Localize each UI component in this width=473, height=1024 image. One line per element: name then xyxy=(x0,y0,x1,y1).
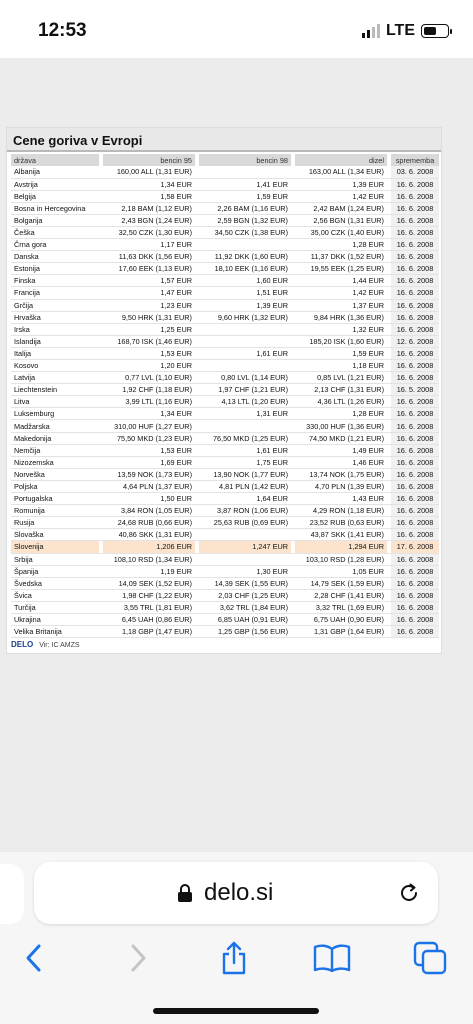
petrol98-cell xyxy=(199,529,291,541)
petrol98-cell xyxy=(199,553,291,565)
petrol95-cell: 1,20 EUR xyxy=(103,360,195,372)
petrol98-cell: 6,85 UAH (0,91 EUR) xyxy=(199,613,291,625)
date-cell: 16. 6. 2008 xyxy=(391,408,439,420)
date-cell: 16. 6. 2008 xyxy=(391,505,439,517)
date-cell: 17. 6. 2008 xyxy=(391,541,439,553)
diesel-cell: 1,44 EUR xyxy=(295,275,387,287)
back-icon xyxy=(23,943,45,973)
country-cell: Hrvaška xyxy=(11,311,99,323)
petrol98-cell: 11,92 DKK (1,60 EUR) xyxy=(199,251,291,263)
petrol95-cell: 1,206 EUR xyxy=(103,541,195,553)
table-row xyxy=(11,541,439,553)
diesel-cell: 1,46 EUR xyxy=(295,456,387,468)
country-cell: Italija xyxy=(11,347,99,359)
petrol98-cell: 76,50 MKD (1,25 EUR) xyxy=(199,432,291,444)
diesel-cell: 3,32 TRL (1,69 EUR) xyxy=(295,601,387,613)
date-cell: 16. 6. 2008 xyxy=(391,347,439,359)
country-cell: Litva xyxy=(11,396,99,408)
date-cell: 16. 6. 2008 xyxy=(391,263,439,275)
date-cell: 16. 6. 2008 xyxy=(391,493,439,505)
network-label: LTE xyxy=(385,22,415,39)
diesel-cell: 103,10 RSD (1,28 EUR) xyxy=(295,553,387,565)
signal-icon xyxy=(362,24,380,38)
date-cell: 16. 6. 2008 xyxy=(391,287,439,299)
diesel-cell: 0,85 LVL (1,21 EUR) xyxy=(295,372,387,384)
date-cell: 16. 6. 2008 xyxy=(391,239,439,251)
petrol95-cell: 1,34 EUR xyxy=(103,408,195,420)
date-cell: 12. 6. 2008 xyxy=(391,335,439,347)
diesel-cell: 4,29 RON (1,18 EUR) xyxy=(295,505,387,517)
diesel-cell: 1,28 EUR xyxy=(295,408,387,420)
country-cell: Luksemburg xyxy=(11,408,99,420)
petrol98-cell: 1,97 CHF (1,21 EUR) xyxy=(199,384,291,396)
petrol95-cell: 32,50 CZK (1,30 EUR) xyxy=(103,226,195,238)
petrol95-cell: 3,84 RON (1,05 EUR) xyxy=(103,505,195,517)
table-title-bar xyxy=(7,128,441,152)
petrol95-cell: 1,53 EUR xyxy=(103,444,195,456)
petrol98-cell: 1,51 EUR xyxy=(199,287,291,299)
petrol98-cell xyxy=(199,323,291,335)
table-row xyxy=(11,287,439,299)
diesel-cell: 1,42 EUR xyxy=(295,287,387,299)
address-bar[interactable] xyxy=(34,862,438,924)
petrol98-cell: 1,61 EUR xyxy=(199,347,291,359)
fuel-price-table-card xyxy=(6,127,442,654)
table-body xyxy=(11,166,439,638)
petrol98-cell: 1,64 EUR xyxy=(199,493,291,505)
country-cell: Bolgarija xyxy=(11,214,99,226)
country-cell: Liechtenstein xyxy=(11,384,99,396)
lock-icon xyxy=(177,883,193,903)
petrol98-cell: 13,90 NOK (1,77 EUR) xyxy=(199,468,291,480)
table-row xyxy=(11,166,439,178)
date-cell: 16. 6. 2008 xyxy=(391,372,439,384)
table-row xyxy=(11,275,439,287)
table-row xyxy=(11,517,439,529)
diesel-cell: 13,74 NOK (1,75 EUR) xyxy=(295,468,387,480)
petrol95-cell: 1,23 EUR xyxy=(103,299,195,311)
petrol98-cell: 1,31 EUR xyxy=(199,408,291,420)
petrol98-cell: 4,81 PLN (1,42 EUR) xyxy=(199,480,291,492)
share-icon xyxy=(219,941,249,975)
petrol98-cell: 1,59 EUR xyxy=(199,190,291,202)
url-text: delo.si xyxy=(204,879,274,906)
petrol95-cell: 11,63 DKK (1,56 EUR) xyxy=(103,251,195,263)
date-cell: 16. 6. 2008 xyxy=(391,468,439,480)
petrol98-cell: 2,26 BAM (1,16 EUR) xyxy=(199,202,291,214)
country-cell: Ukrajina xyxy=(11,613,99,625)
date-cell: 16. 6. 2008 xyxy=(391,565,439,577)
table-row xyxy=(11,178,439,190)
column-header: dizel xyxy=(295,154,387,166)
diesel-cell: 2,42 BAM (1,24 EUR) xyxy=(295,202,387,214)
table-row xyxy=(11,553,439,565)
petrol95-cell: 1,25 EUR xyxy=(103,323,195,335)
table-row xyxy=(11,480,439,492)
diesel-cell: 1,294 EUR xyxy=(295,541,387,553)
petrol95-cell: 1,58 EUR xyxy=(103,190,195,202)
diesel-cell: 4,70 PLN (1,39 EUR) xyxy=(295,480,387,492)
date-cell: 16. 6. 2008 xyxy=(391,360,439,372)
petrol98-cell: 1,25 GBP (1,56 EUR) xyxy=(199,626,291,638)
country-cell: Makedonija xyxy=(11,432,99,444)
petrol95-cell: 1,34 EUR xyxy=(103,178,195,190)
petrol95-cell: 1,18 GBP (1,47 EUR) xyxy=(103,626,195,638)
table-row xyxy=(11,323,439,335)
table-row xyxy=(11,408,439,420)
country-cell: Češka xyxy=(11,226,99,238)
forward-button[interactable] xyxy=(118,938,158,978)
petrol98-cell: 1,61 EUR xyxy=(199,444,291,456)
country-cell: Norveška xyxy=(11,468,99,480)
diesel-cell: 6,75 UAH (0,90 EUR) xyxy=(295,613,387,625)
previous-tab-preview[interactable] xyxy=(0,864,24,924)
date-cell: 16. 6. 2008 xyxy=(391,577,439,589)
country-cell: Poljska xyxy=(11,480,99,492)
petrol95-cell: 13,59 NOK (1,73 EUR) xyxy=(103,468,195,480)
column-header: bencin 95 xyxy=(103,154,195,166)
date-cell: 16. 6. 2008 xyxy=(391,299,439,311)
table-row xyxy=(11,214,439,226)
country-cell: Danska xyxy=(11,251,99,263)
status-time: 12:53 xyxy=(38,20,87,41)
petrol98-cell: 1,41 EUR xyxy=(199,178,291,190)
table-row xyxy=(11,396,439,408)
petrol98-cell: 14,39 SEK (1,55 EUR) xyxy=(199,577,291,589)
table-row xyxy=(11,529,439,541)
reload-icon[interactable] xyxy=(396,880,422,906)
country-cell: Bosna in Hercegovina xyxy=(11,202,99,214)
petrol98-cell xyxy=(199,166,291,178)
diesel-cell: 14,79 SEK (1,59 EUR) xyxy=(295,577,387,589)
table-row xyxy=(11,444,439,456)
diesel-cell: 1,43 EUR xyxy=(295,493,387,505)
diesel-cell: 163,00 ALL (1,34 EUR) xyxy=(295,166,387,178)
date-cell: 16. 6. 2008 xyxy=(391,444,439,456)
diesel-cell: 2,28 CHF (1,41 EUR) xyxy=(295,589,387,601)
country-cell: Švedska xyxy=(11,577,99,589)
petrol95-cell: 3,55 TRL (1,81 EUR) xyxy=(103,601,195,613)
table-row xyxy=(11,613,439,625)
petrol98-cell: 25,63 RUB (0,69 EUR) xyxy=(199,517,291,529)
petrol98-cell: 34,50 CZK (1,38 EUR) xyxy=(199,226,291,238)
petrol98-cell: 2,59 BGN (1,32 EUR) xyxy=(199,214,291,226)
petrol98-cell xyxy=(199,420,291,432)
date-cell: 16. 6. 2008 xyxy=(391,613,439,625)
source-note: Vir: IC AMZS xyxy=(39,642,80,649)
petrol98-cell: 1,60 EUR xyxy=(199,275,291,287)
country-cell: Velika Britanija xyxy=(11,626,99,638)
diesel-cell: 35,00 CZK (1,40 EUR) xyxy=(295,226,387,238)
date-cell: 16. 6. 2008 xyxy=(391,275,439,287)
tabs-button[interactable] xyxy=(410,938,450,978)
country-cell: Španija xyxy=(11,565,99,577)
petrol98-cell: 9,60 HRK (1,32 EUR) xyxy=(199,311,291,323)
country-cell: Portugalska xyxy=(11,493,99,505)
country-cell: Belgija xyxy=(11,190,99,202)
diesel-cell: 1,32 EUR xyxy=(295,323,387,335)
table-row xyxy=(11,420,439,432)
date-cell: 16. 6. 2008 xyxy=(391,480,439,492)
country-cell: Slovenija xyxy=(11,541,99,553)
column-header: bencin 98 xyxy=(199,154,291,166)
tabs-icon xyxy=(413,941,447,975)
table-row xyxy=(11,263,439,275)
petrol98-cell: 18,10 EEK (1,16 EUR) xyxy=(199,263,291,275)
table-row xyxy=(11,493,439,505)
diesel-cell: 43,87 SKK (1,41 EUR) xyxy=(295,529,387,541)
petrol95-cell: 2,43 BGN (1,24 EUR) xyxy=(103,214,195,226)
browser-bottom-bar xyxy=(0,852,473,1024)
petrol95-cell: 1,47 EUR xyxy=(103,287,195,299)
country-cell: Irska xyxy=(11,323,99,335)
country-cell: Latvija xyxy=(11,372,99,384)
diesel-cell: 1,39 EUR xyxy=(295,178,387,190)
bookmarks-icon xyxy=(313,943,351,973)
petrol95-cell: 0,77 LVL (1,10 EUR) xyxy=(103,372,195,384)
date-cell: 16. 6. 2008 xyxy=(391,214,439,226)
petrol95-cell: 9,50 HRK (1,31 EUR) xyxy=(103,311,195,323)
petrol98-cell: 3,87 RON (1,06 EUR) xyxy=(199,505,291,517)
table-footer xyxy=(11,640,80,649)
date-cell: 16. 6. 2008 xyxy=(391,251,439,263)
diesel-cell: 74,50 MKD (1,21 EUR) xyxy=(295,432,387,444)
diesel-cell: 1,28 EUR xyxy=(295,239,387,251)
petrol95-cell: 1,19 EUR xyxy=(103,565,195,577)
petrol98-cell: 1,247 EUR xyxy=(199,541,291,553)
country-cell: Švica xyxy=(11,589,99,601)
forward-icon xyxy=(127,943,149,973)
date-cell: 16. 6. 2008 xyxy=(391,432,439,444)
date-cell: 16. 6. 2008 xyxy=(391,420,439,432)
country-cell: Rusija xyxy=(11,517,99,529)
table-row xyxy=(11,505,439,517)
petrol95-cell: 108,10 RSD (1,34 EUR) xyxy=(103,553,195,565)
country-cell: Slovaška xyxy=(11,529,99,541)
petrol95-cell: 24,68 RUB (0,66 EUR) xyxy=(103,517,195,529)
column-header: sprememba xyxy=(391,154,439,166)
diesel-cell: 2,13 CHF (1,31 EUR) xyxy=(295,384,387,396)
delo-logo: DELO xyxy=(11,640,34,649)
table-row xyxy=(11,468,439,480)
country-cell: Nemčija xyxy=(11,444,99,456)
diesel-cell: 11,37 DKK (1,52 EUR) xyxy=(295,251,387,263)
table-row xyxy=(11,360,439,372)
country-cell: Grčija xyxy=(11,299,99,311)
country-cell: Srbija xyxy=(11,553,99,565)
petrol98-cell: 3,62 TRL (1,84 EUR) xyxy=(199,601,291,613)
petrol95-cell: 1,50 EUR xyxy=(103,493,195,505)
diesel-cell: 9,84 HRK (1,36 EUR) xyxy=(295,311,387,323)
table-row xyxy=(11,251,439,263)
petrol95-cell: 17,60 EEK (1,13 EUR) xyxy=(103,263,195,275)
date-cell: 16. 6. 2008 xyxy=(391,323,439,335)
petrol95-cell: 1,57 EUR xyxy=(103,275,195,287)
table-row xyxy=(11,299,439,311)
status-bar xyxy=(0,0,473,58)
date-cell: 16. 6. 2008 xyxy=(391,517,439,529)
petrol98-cell: 0,80 LVL (1,14 EUR) xyxy=(199,372,291,384)
petrol95-cell: 3,99 LTL (1,16 EUR) xyxy=(103,396,195,408)
table-row xyxy=(11,372,439,384)
table-row xyxy=(11,190,439,202)
date-cell: 16. 6. 2008 xyxy=(391,226,439,238)
battery-icon xyxy=(421,24,449,38)
date-cell: 16. 6. 2008 xyxy=(391,190,439,202)
date-cell: 03. 6. 2008 xyxy=(391,166,439,178)
diesel-cell: 1,49 EUR xyxy=(295,444,387,456)
table-row xyxy=(11,432,439,444)
petrol95-cell: 6,45 UAH (0,86 EUR) xyxy=(103,613,195,625)
date-cell: 16. 6. 2008 xyxy=(391,529,439,541)
date-cell: 16. 6. 2008 xyxy=(391,202,439,214)
petrol98-cell xyxy=(199,335,291,347)
petrol98-cell: 2,03 CHF (1,25 EUR) xyxy=(199,589,291,601)
petrol98-cell: 1,30 EUR xyxy=(199,565,291,577)
table-row xyxy=(11,239,439,251)
diesel-cell: 23,52 RUB (0,63 EUR) xyxy=(295,517,387,529)
table-row xyxy=(11,589,439,601)
diesel-cell: 1,18 EUR xyxy=(295,360,387,372)
table-row xyxy=(11,311,439,323)
table-row xyxy=(11,456,439,468)
diesel-cell: 2,56 BGN (1,31 EUR) xyxy=(295,214,387,226)
petrol95-cell: 14,09 SEK (1,52 EUR) xyxy=(103,577,195,589)
country-cell: Madžarska xyxy=(11,420,99,432)
home-indicator xyxy=(153,1008,319,1014)
table-row xyxy=(11,347,439,359)
petrol98-cell xyxy=(199,360,291,372)
date-cell: 16. 6. 2008 xyxy=(391,626,439,638)
country-cell: Črna gora xyxy=(11,239,99,251)
diesel-cell: 1,37 EUR xyxy=(295,299,387,311)
date-cell: 16. 6. 2008 xyxy=(391,396,439,408)
petrol95-cell: 168,70 ISK (1,46 EUR) xyxy=(103,335,195,347)
diesel-cell: 4,36 LTL (1,26 EUR) xyxy=(295,396,387,408)
diesel-cell: 185,20 ISK (1,60 EUR) xyxy=(295,335,387,347)
date-cell: 16. 5. 2008 xyxy=(391,384,439,396)
petrol95-cell: 1,92 CHF (1,18 EUR) xyxy=(103,384,195,396)
petrol95-cell: 1,69 EUR xyxy=(103,456,195,468)
table-header-row xyxy=(11,154,439,166)
date-cell: 16. 6. 2008 xyxy=(391,553,439,565)
country-cell: Islandija xyxy=(11,335,99,347)
date-cell: 16. 6. 2008 xyxy=(391,311,439,323)
diesel-cell: 19,55 EEK (1,25 EUR) xyxy=(295,263,387,275)
column-header: država xyxy=(11,154,99,166)
table-row xyxy=(11,202,439,214)
table-row xyxy=(11,226,439,238)
petrol95-cell: 160,00 ALL (1,31 EUR) xyxy=(103,166,195,178)
bookmarks-button[interactable] xyxy=(312,938,352,978)
date-cell: 16. 6. 2008 xyxy=(391,456,439,468)
country-cell: Nizozemska xyxy=(11,456,99,468)
table-row xyxy=(11,601,439,613)
status-indicators xyxy=(362,22,449,40)
country-cell: Estonija xyxy=(11,263,99,275)
share-button[interactable] xyxy=(214,938,254,978)
petrol95-cell: 2,18 BAM (1,12 EUR) xyxy=(103,202,195,214)
petrol95-cell: 1,53 EUR xyxy=(103,347,195,359)
table-row xyxy=(11,565,439,577)
petrol95-cell: 4,64 PLN (1,37 EUR) xyxy=(103,480,195,492)
country-cell: Finska xyxy=(11,275,99,287)
petrol95-cell: 1,17 EUR xyxy=(103,239,195,251)
table-row xyxy=(11,626,439,638)
date-cell: 16. 6. 2008 xyxy=(391,178,439,190)
petrol98-cell xyxy=(199,239,291,251)
table-row xyxy=(11,335,439,347)
date-cell: 16. 6. 2008 xyxy=(391,601,439,613)
petrol98-cell: 1,75 EUR xyxy=(199,456,291,468)
petrol95-cell: 310,00 HUF (1,27 EUR) xyxy=(103,420,195,432)
petrol98-cell: 1,39 EUR xyxy=(199,299,291,311)
country-cell: Kosovo xyxy=(11,360,99,372)
country-cell: Romunija xyxy=(11,505,99,517)
browser-toolbar xyxy=(0,932,473,992)
diesel-cell: 330,00 HUF (1,36 EUR) xyxy=(295,420,387,432)
petrol98-cell: 4,13 LTL (1,20 EUR) xyxy=(199,396,291,408)
country-cell: Turčija xyxy=(11,601,99,613)
petrol95-cell: 40,86 SKK (1,31 EUR) xyxy=(103,529,195,541)
table-title: Cene goriva v Evropi xyxy=(13,133,143,148)
diesel-cell: 1,59 EUR xyxy=(295,347,387,359)
country-cell: Avstrija xyxy=(11,178,99,190)
diesel-cell: 1,31 GBP (1,64 EUR) xyxy=(295,626,387,638)
country-cell: Albanija xyxy=(11,166,99,178)
petrol95-cell: 75,50 MKD (1,23 EUR) xyxy=(103,432,195,444)
diesel-cell: 1,42 EUR xyxy=(295,190,387,202)
country-cell: Francija xyxy=(11,287,99,299)
table-row xyxy=(11,577,439,589)
back-button[interactable] xyxy=(14,938,54,978)
fuel-price-table xyxy=(11,154,439,638)
table-row xyxy=(11,384,439,396)
diesel-cell: 1,05 EUR xyxy=(295,565,387,577)
date-cell: 16. 6. 2008 xyxy=(391,589,439,601)
petrol95-cell: 1,98 CHF (1,22 EUR) xyxy=(103,589,195,601)
